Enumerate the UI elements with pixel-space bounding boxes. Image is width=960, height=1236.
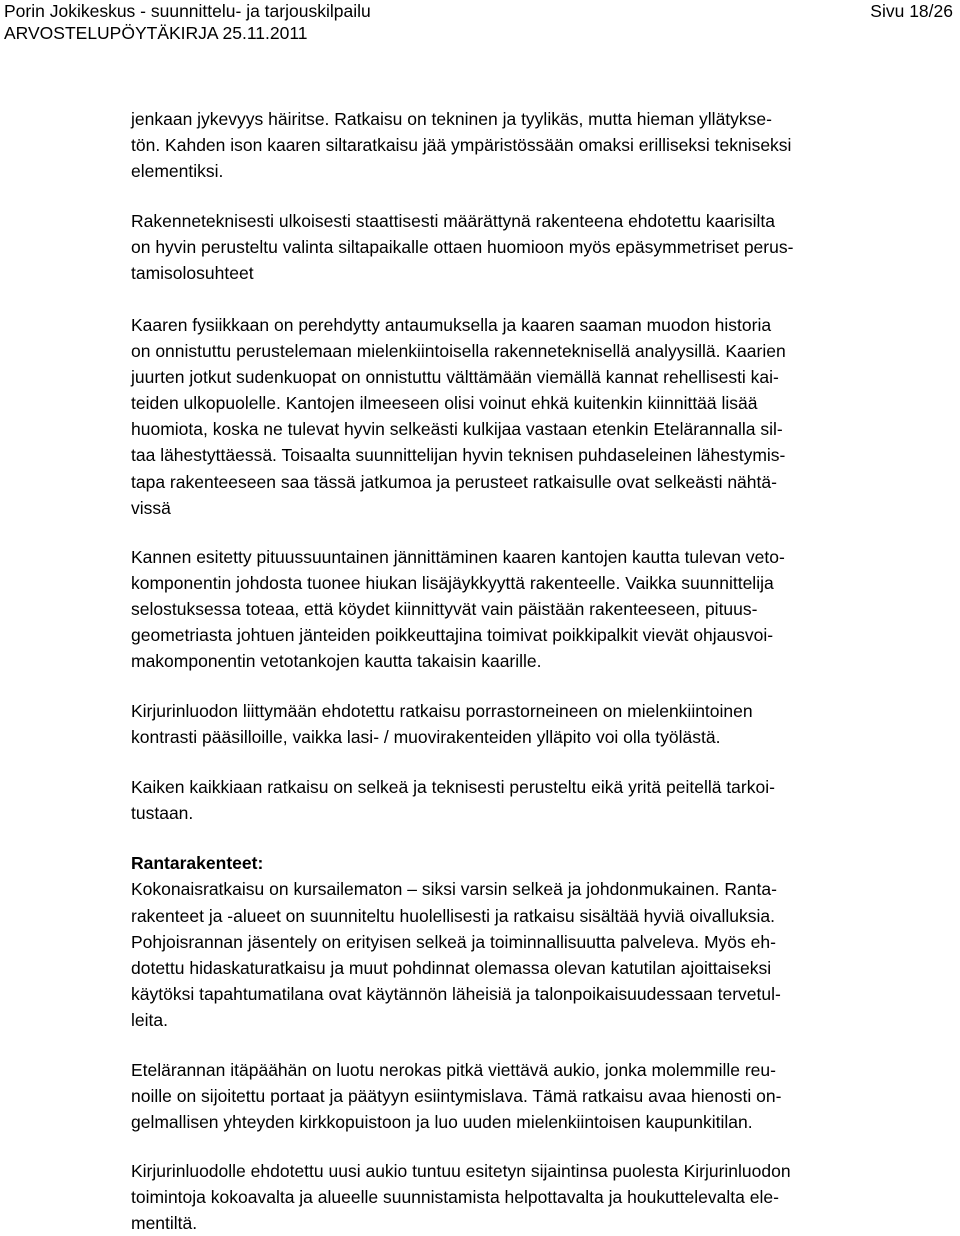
header-top-row [4, 0, 956, 22]
header-bottom-row [4, 22, 956, 44]
paragraph: Kaaren fysiikkaan on perehdytty antaumuksella ja kaaren saaman muodon historia on onnistuttu perustelemaan mielenkiintoisella rakenneteknisellä analyysillä. Kaarien juurten jotkut sudenkuopat on onnistuttu välttämään viemällä kannat rehellisesti kai- teiden ulkopuolelle. Kantojen ilmeeseen olisi voinut ehkä kuitenkin kiinnittää lisää huomiota, koska ne tulevat hyvin selkeästi kulkijaa vastaan etenkin Etelärannalla sil- taa lähestyttäessä. Toisaalta suunnittelijan hyvin teknisen puhdaseleinen lähestymis- tapa rakenteeseen saa tässä jatkumoa ja perusteet ratkaisulle ovat selkeästi nähtä- vissä [131, 315, 786, 518]
paragraph: Kirjurinluodon liittymään ehdotettu ratkaisu porrastorneineen on mielenkiintoinen kontrasti pääsilloille, vaikka lasi- / muovirakenteiden ylläpito voi olla työlästä. [131, 701, 753, 748]
paragraph: Rakenneteknisesti ulkoisesti staattisesti määrättynä rakenteena ehdotettu kaarisilta on hyvin perusteltu valinta siltapaikalle ottaen huomioon myös epäsymmetriset perus- tamisolosuhteet [131, 211, 794, 283]
paragraph: Kannen esitetty pituussuuntainen jännittäminen kaaren kantojen kautta tulevan veto- komponentin johdosta tuonee hiukan lisäjäykkyyttä rakenteelle. Vaikka suunnittelija selostuksessa toteaa, että köydet kiinnittyvät vain päistään rakenteeseen, pituus- geometriasta johtuen jänteiden poikkeuttajina toimivat poikkipalkit vievät ohjausvoi- makomponentin vetotankojen kautta takaisin kaarille. [131, 546, 785, 672]
paragraph: Kaiken kaikkiaan ratkaisu on selkeä ja teknisesti perusteltu eikä yritä peitellä tarkoi- tustaan. [131, 777, 775, 824]
paragraph: Kirjurinluodolle ehdotettu uusi aukio tuntuu esitetyn sijaintinsa puolesta Kirjurinluodon toimintoja kokoavalta ja alueelle suunnistamista helpottavalta ja houkuttelevalta ele- mentiltä. [131, 1160, 791, 1233]
document-body [131, 106, 956, 1236]
document-title: Porin Jokikeskus - suunnittelu- ja tarjouskilpailu [4, 1, 371, 21]
section-heading: Rantarakenteet: [131, 853, 264, 874]
page-header [4, 0, 956, 44]
page-number: Sivu 18/26 [870, 1, 953, 21]
paragraph: Etelärannan itäpäähän on luotu nerokas pitkä viettävä aukio, jonka molemmille reu- noille on sijoitettu portaat ja päätyyn esiintymislava. Tämä ratkaisu avaa hienosti on- gelmallisen yhteyden kirkkopuistoon ja luo uuden mielenkiintoisen kaupunkitilan. [131, 1059, 782, 1132]
paragraph: jenkaan jykevyys häiritse. Ratkaisu on tekninen ja tyylikäs, mutta hieman yllätykse- tön. Kahden ison kaaren siltaratkaisu jää ympäristössään omaksi erilliseksi tekniseksi elementiksi. [131, 109, 792, 181]
paragraph: Kokonaisratkaisu on kursailematon – siksi varsin selkeä ja johdonmukainen. Ranta- rakenteet ja -alueet on suunniteltu huolellisesti ja ratkaisu sisältää hyviä oivalluksia. Pohjoisrannan jäsentely on erityisen selkeä ja toiminnallisuutta palveleva. Myös eh- dotettu hidaskaturatkaisu ja muut pohdinnat olemassa olevan katutilan ajoittaiseksi käytöksi tapahtumatilana ovat käytännön läheisiä ja talonpoikaisuudessaan tervetul- leita. [131, 879, 781, 1030]
document-subtitle: ARVOSTELUPÖYTÄKIRJA 25.11.2011 [4, 23, 308, 43]
